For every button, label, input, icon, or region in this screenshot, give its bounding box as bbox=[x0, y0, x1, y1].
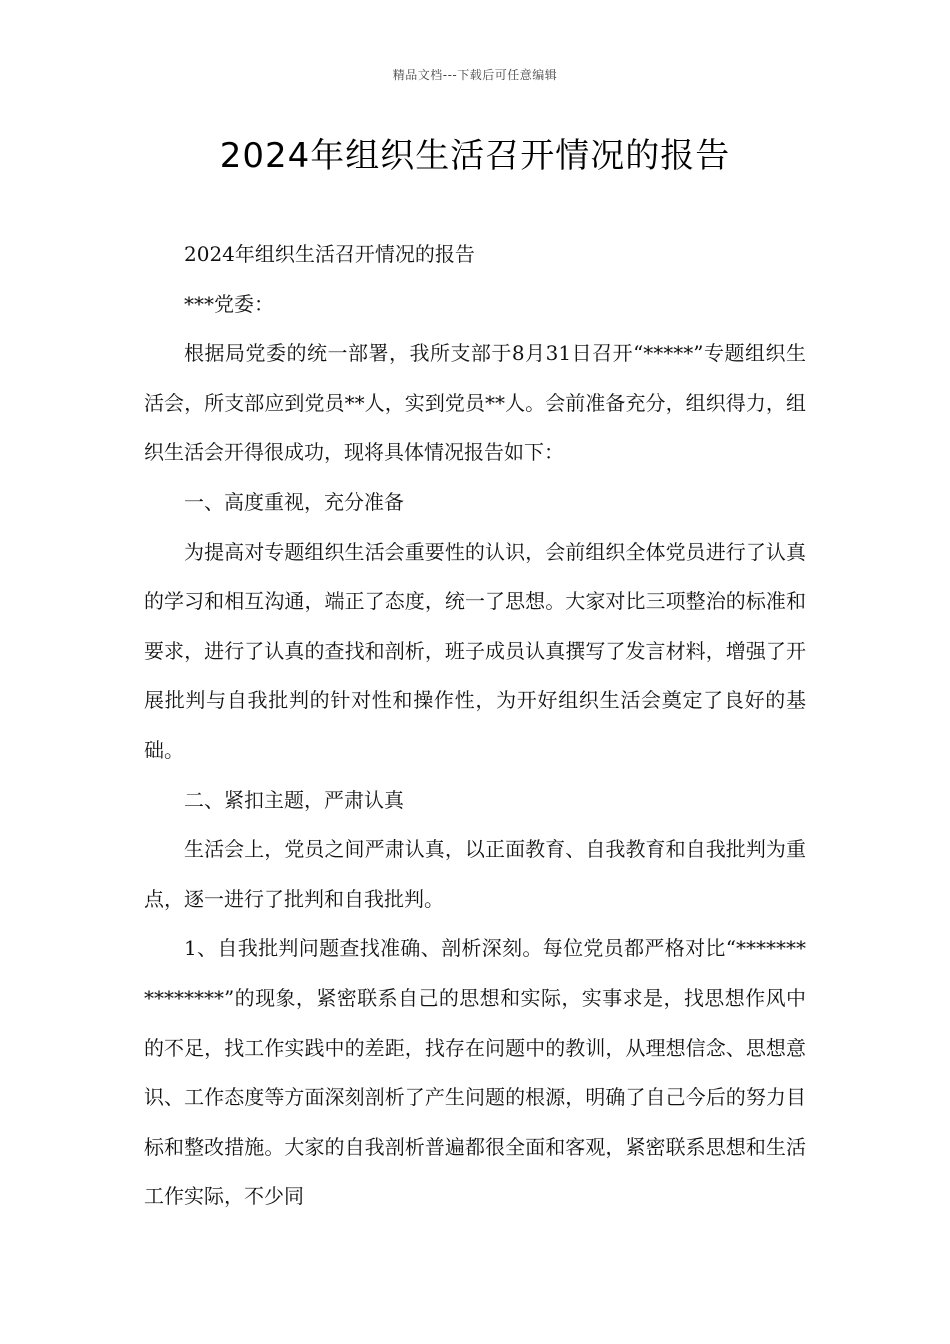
paragraph-intro: 根据局党委的统一部署，我所支部于8月31日召开“*****”专题组织生活会，所支部应到党员**人，实到党员**人。会前准备充分，组织得力，组织生活会开得很成功，现将具体情况报告如下： bbox=[144, 341, 806, 465]
section-heading-2: 二、紧扣主题，严肃认真 bbox=[184, 787, 404, 812]
header-note: 精品文档---下载后可任意编辑 bbox=[392, 68, 558, 82]
paragraph-point-1: 1、自我批判问题查找准确、剖析深刻。每位党员都严格对比“***************”的现象，紧密联系自己的思想和实际，实事求是，找思想作风中的不足，找工作实践中的差距，找存在问题中的教训，从理想信念、思想意识、工作态度等方面深刻剖析了产生问题的根源，明确了自己今后的努力目标和整改措施。大家的自我剖析普遍都很全面和客观，紧密联系思想和生活工作实际，不少同 bbox=[144, 936, 806, 1209]
section-heading-1: 一、高度重视，充分准备 bbox=[184, 489, 404, 514]
paragraph-section-1: 为提高对专题组织生活会重要性的认识，会前组织全体党员进行了认真的学习和相互沟通，端正了态度，统一了思想。大家对比三项整治的标准和要求，进行了认真的查找和剖析，班子成员认真撰写了发言材料，增强了开展批判与自我批判的针对性和操作性，为开好组织生活会奠定了良好的基础。 bbox=[144, 539, 806, 762]
paragraph-subtitle: 2024年组织生活召开情况的报告 bbox=[184, 242, 475, 266]
document-title: 2024年组织生活召开情况的报告 bbox=[219, 136, 731, 176]
document-body bbox=[144, 230, 806, 1222]
paragraph-section-2: 生活会上，党员之间严肃认真，以正面教育、自我教育和自我批判为重点，逐一进行了批判和自我批判。 bbox=[144, 837, 806, 911]
paragraph-salutation: ***党委： bbox=[184, 291, 274, 316]
